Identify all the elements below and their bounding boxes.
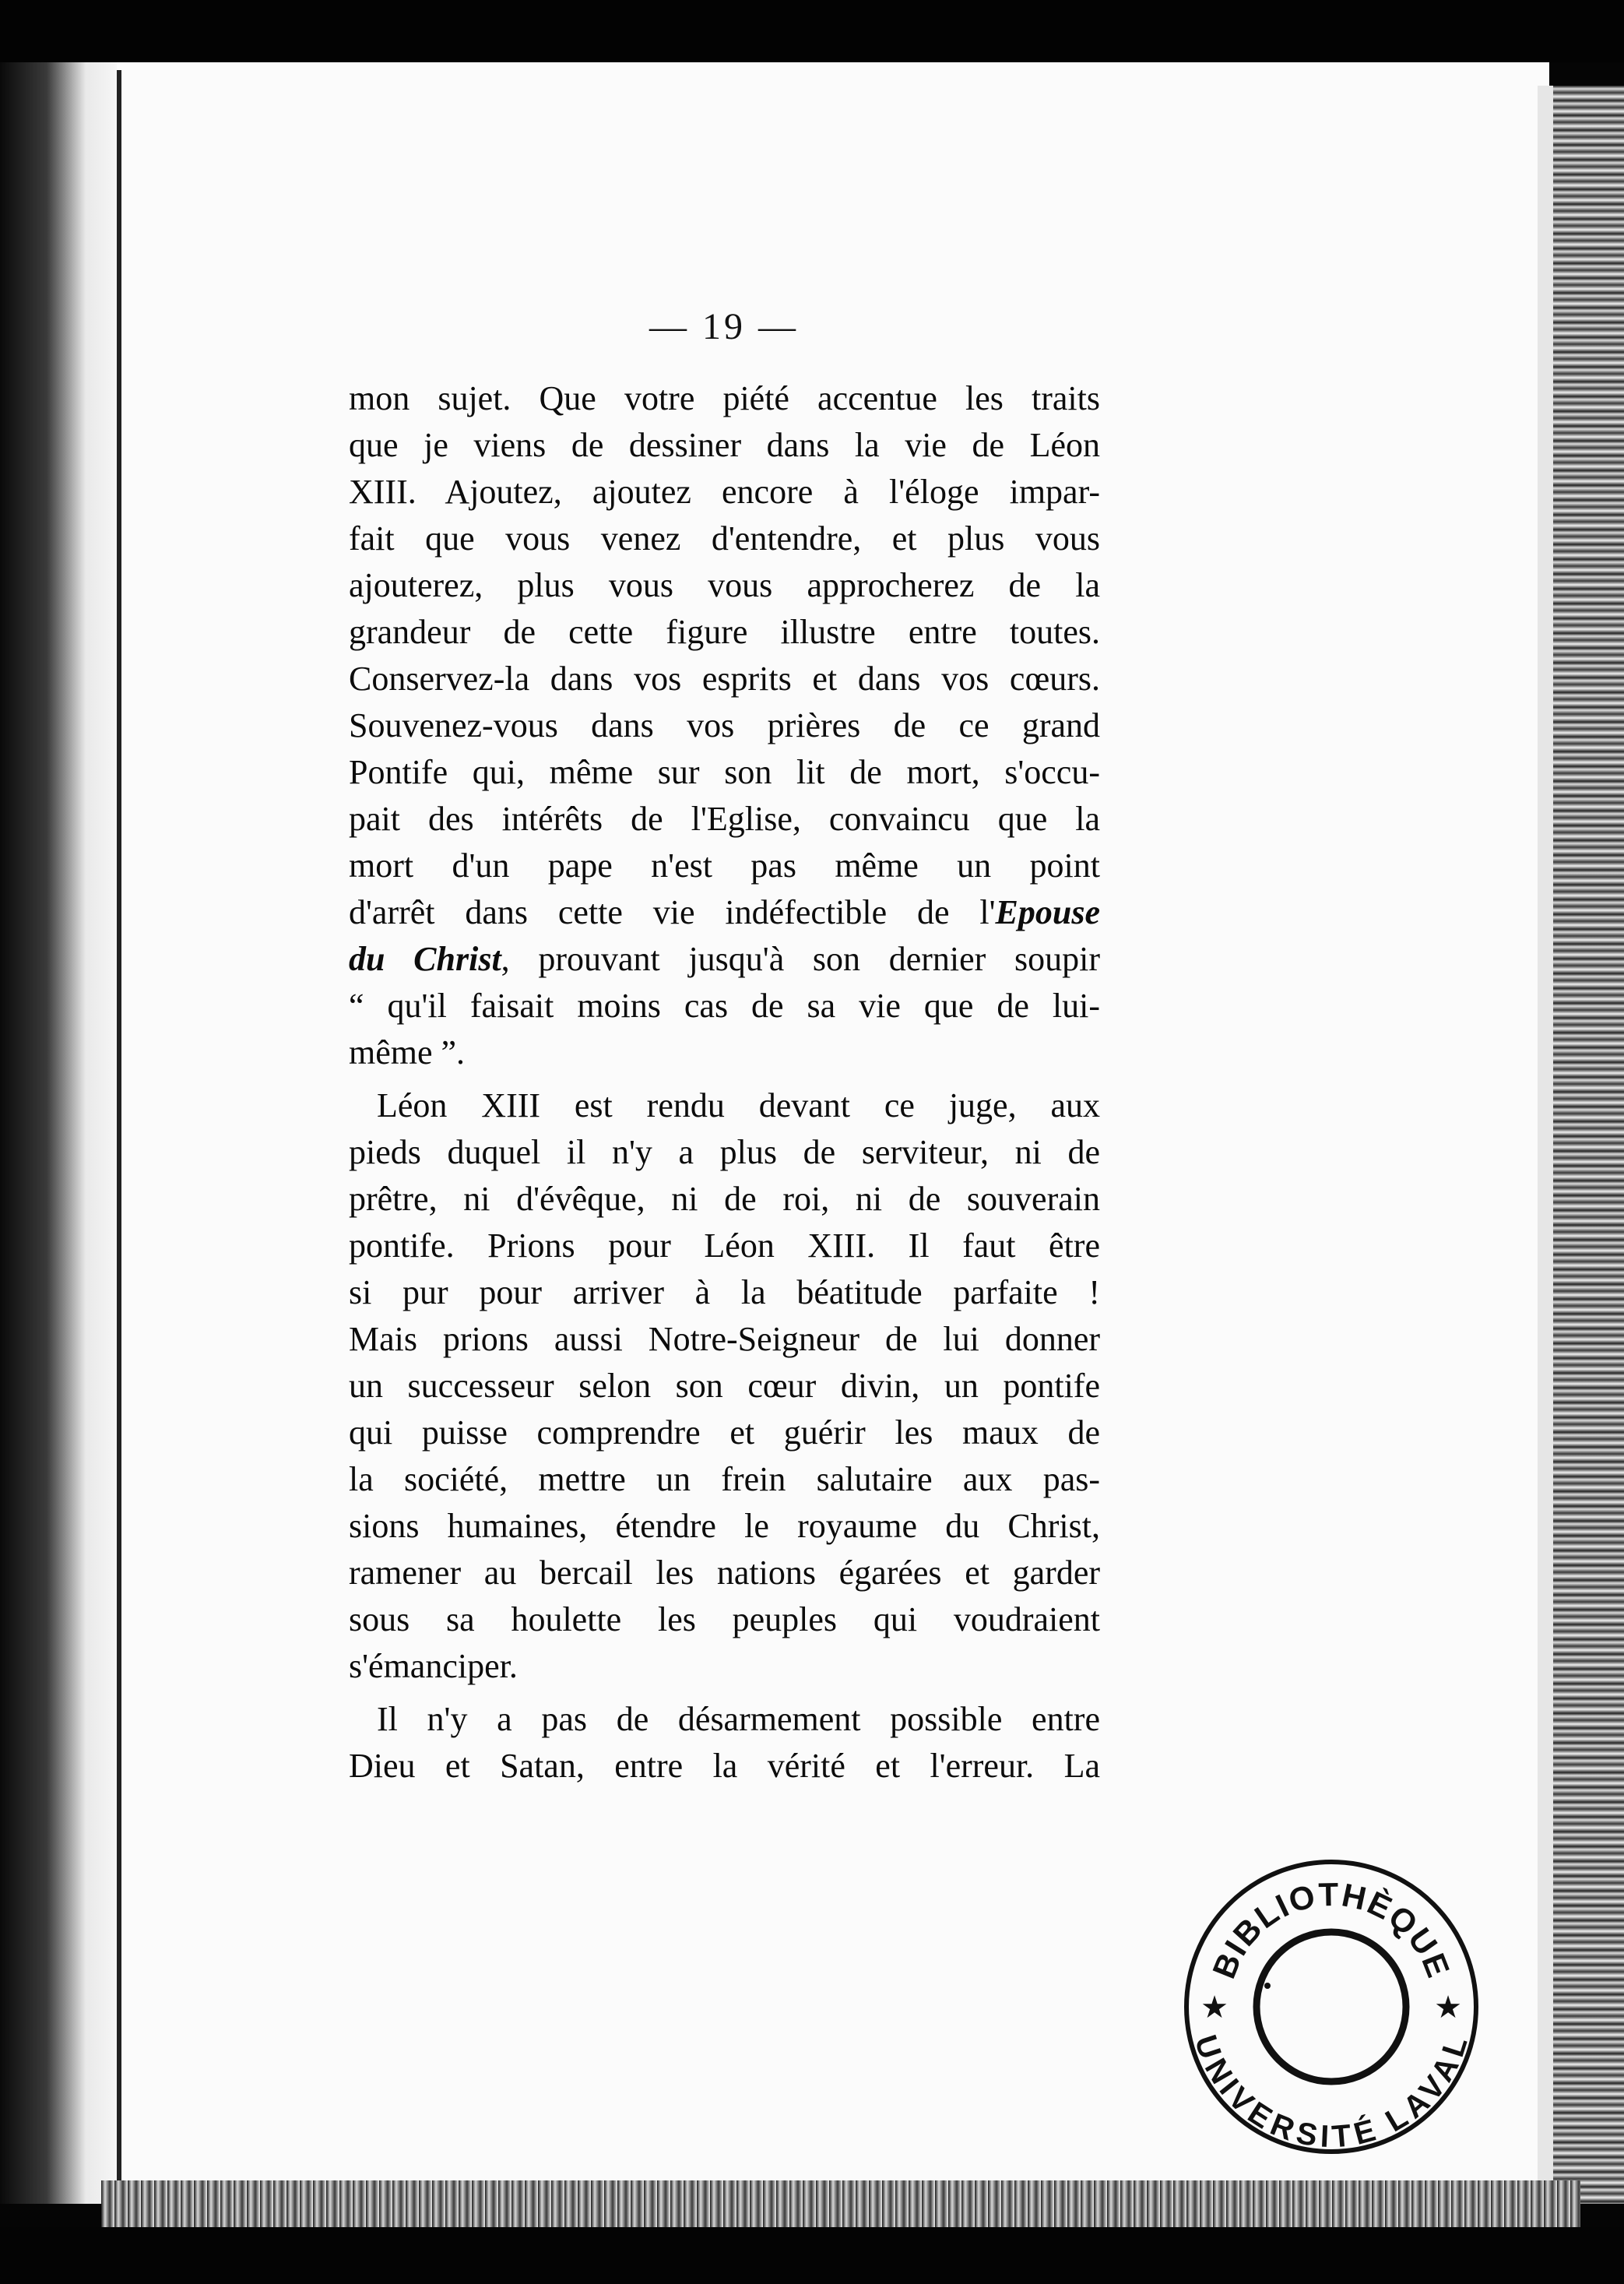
text-line — [349, 936, 1100, 983]
text-segment: , prouvant jusqu'à son dernier soupir — [501, 940, 1101, 978]
body-text — [349, 375, 1100, 1790]
text-line: s'émanciper. — [349, 1647, 518, 1685]
stamp-star-left: ★ — [1200, 1990, 1229, 2025]
text-line: XIII. Ajoutez, ajoutez encore à l'éloge impar- — [349, 473, 1100, 511]
text-line: ajouterez, plus vous vous approcherez de la — [349, 566, 1100, 604]
text-line: Mais prions aussi Notre-Seigneur de lui donner — [349, 1320, 1100, 1358]
text-line: Conservez-la dans vos esprits et dans vos cœurs. — [349, 660, 1100, 698]
page-edge-inner — [1538, 86, 1553, 2204]
text-line: pieds duquel il n'y a plus de serviteur, ni de — [349, 1133, 1100, 1171]
stamp-inner-ring — [1257, 1932, 1406, 2082]
text-line: pontife. Prions pour Léon XIII. Il faut être — [349, 1226, 1100, 1265]
text-line: mon sujet. Que votre piété accentue les traits — [349, 379, 1100, 417]
text-line: si pur pour arriver à la béatitude parfaite ! — [349, 1273, 1100, 1311]
page-edges-bottom — [101, 2180, 1580, 2227]
text-line: Dieu et Satan, entre la vérité et l'erreur. La — [349, 1747, 1100, 1785]
text-line: mort d'un pape n'est pas même un point — [349, 846, 1100, 885]
scan-left-margin — [0, 62, 117, 2204]
text-line: prêtre, ni d'évêque, ni de roi, ni de souverain — [349, 1180, 1100, 1218]
text-line: sions humaines, étendre le royaume du Christ, — [349, 1507, 1100, 1545]
scan-bottom-border — [0, 2227, 1624, 2284]
paragraph-2 — [349, 1082, 1100, 1690]
stamp-dot — [1264, 1983, 1271, 1989]
text-line: Pontife qui, même sur son lit de mort, s'occu- — [349, 753, 1100, 791]
page-number: — 19 — — [649, 306, 799, 347]
text-line — [349, 889, 1100, 936]
text-line: fait que vous venez d'entendre, et plus vous — [349, 519, 1100, 558]
text-line: pait des intérêts de l'Eglise, convaincu que la — [349, 800, 1100, 838]
stamp-top-text: BIBLIOTHÈQUE — [1205, 1875, 1457, 1983]
text-line: ramener au bercail les nations égarées et garder — [349, 1554, 1100, 1592]
italic-term: du Christ — [349, 940, 501, 978]
text-line: un successeur selon son cœur divin, un pontife — [349, 1367, 1100, 1405]
text-line: qui puisse comprendre et guérir les maux de — [349, 1413, 1100, 1452]
paragraph-3 — [349, 1696, 1100, 1790]
text-line: que je viens de dessiner dans la vie de Léon — [349, 426, 1100, 464]
stamp-bottom-text: UNIVERSITÉ LAVAL — [1187, 2031, 1475, 2155]
text-line: la société, mettre un frein salutaire aux pas- — [349, 1460, 1100, 1498]
text-line: “ qu'il faisait moins cas de sa vie que de lui- — [349, 987, 1100, 1025]
paragraph-1 — [349, 375, 1100, 1076]
stamp-star-right: ★ — [1434, 1990, 1462, 2025]
text-line: Souvenez-vous dans vos prières de ce grand — [349, 706, 1100, 744]
text-line: sous sa houlette les peuples qui voudraient — [349, 1600, 1100, 1638]
text-line: grandeur de cette figure illustre entre toutes. — [349, 613, 1100, 651]
text-line: même ”. — [349, 1033, 466, 1072]
italic-term: Epouse — [995, 893, 1100, 931]
text-segment: d'arrêt dans cette vie indéfectible de l' — [349, 893, 996, 931]
text-line: Il n'y a pas de désarmement possible entre — [377, 1700, 1100, 1738]
page-fold-line — [117, 70, 121, 2204]
library-stamp — [1182, 1857, 1481, 2156]
text-line: Léon XIII est rendu devant ce juge, aux — [377, 1086, 1100, 1124]
scan-top-border — [0, 0, 1624, 62]
